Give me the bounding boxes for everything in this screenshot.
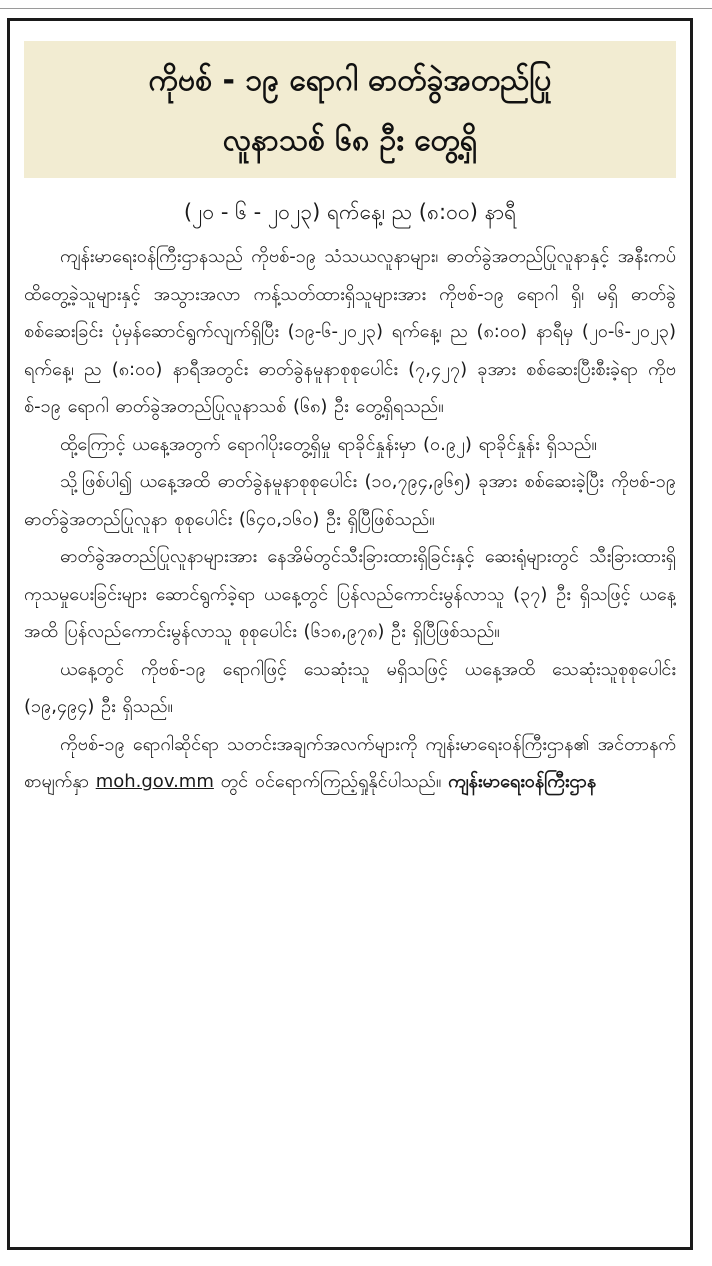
headline-line-1: ကိုဗစ် - ၁၉ ရောဂါ ဓာတ်ခွဲအတည်ပြု [148,63,552,98]
closing-text-after-link: တွင် ဝင်ရောက်ကြည့်ရှုနိုင်ပါသည်။ [220,771,442,792]
paragraph-4: ဓာတ်ခွဲအတည်ပြုလူနာများအား နေအိမ်တွင်သီးခြားထားရှိခြင်းနှင့် ဆေးရုံများတွင် သီးခြားထားရှိ ကုသမှုပေးခြင်းများ ဆောင်ရွက်ခဲ့ရာ ယနေ့တွင် ပြန်လည်ကောင်းမွန်လာသူ (၃၇) ဦး ရှိသဖြင့် ယနေ့အထိ ပြန်လည်ကောင်းမွန်လာသူ စုစုပေါင်း (၆၁၈,၉၇၈) ဦး ရှိပြီဖြစ်သည်။ [24,546,676,642]
dateline: (၂၀ - ၆ - ၂၀၂၃) ရက်နေ့၊ ည (၈:၀၀) နာရီ [183,200,517,224]
website-link[interactable]: moh.gov.mm [95,771,214,792]
article-body [24,238,676,1238]
paragraph-1: ကျန်းမာရေးဝန်ကြီးဌာနသည် ကိုဗစ်-၁၉ သံသယလူနာများ၊ ဓာတ်ခွဲအတည်ပြုလူနာနှင့် အနီးကပ်ထိတွေ့ခဲ့သူများနှင့် အသွားအလာ ကန့်သတ်ထားရှိသူများအား ကိုဗစ်-၁၉ ရောဂါ ရှိ၊ မရှိ ဓာတ်ခွဲစစ်ဆေးခြင်း ပုံမှန်ဆောင်ရွက်လျက်ရှိပြီး (၁၉-၆-၂၀၂၃) ရက်နေ့၊ ည (၈:၀၀) နာရီမှ (၂၀-၆-၂၀၂၃) ရက်နေ့၊ ည (၈:၀၀) နာရီအတွင်း ဓာတ်ခွဲနမူနာစုစုပေါင်း (၇,၄၂၇) ခုအား စစ်ဆေးပြီးစီးခဲ့ရာ ကိုဗစ်-၁၉ ရောဂါ ဓာတ်ခွဲအတည်ပြုလူနာသစ် (၆၈) ဦး တွေ့ရှိရသည်။ [24,246,676,417]
paragraph-3: သို့ဖြစ်ပါ၍ ယနေ့အထိ ဓာတ်ခွဲနမူနာစုစုပေါင်း (၁၀,၇၉၄,၉၆၅) ခုအား စစ်ဆေးခဲ့ပြီး ကိုဗစ်-၁၉ ဓာတ်ခွဲအတည်ပြုလူနာ စုစုပေါင်း (၆၄၀,၁၆၀) ဦး ရှိပြီဖြစ်သည်။ [24,471,676,530]
top-rule [0,8,712,9]
headline-box [24,41,676,178]
paragraph-5: ယနေ့တွင် ကိုဗစ်-၁၉ ရောဂါဖြင့် သေဆုံးသူ မရှိသဖြင့် ယနေ့အထိ သေဆုံးသူစုစုပေါင်း (၁၉,၄၉၄) ဦး ရှိသည်။ [24,658,676,717]
closing-text-before-link: ကိုဗစ်-၁၉ ရောဂါဆိုင်ရာ သတင်းအချက်အလက်များကို ကျန်းမာရေးဝန်ကြီးဌာန၏ အင်တာနက်စာမျက်နှာ [24,733,676,792]
paragraph-closing [24,726,676,801]
headline-line-2: လူနာသစ် ၆၈ ဦး တွေ့ရှိ [222,123,478,158]
signature: ကျန်းမာရေးဝန်ကြီးဌာန [448,771,597,792]
paragraph-2: ထို့ကြောင့် ယနေ့အတွက် ရောဂါပိုးတွေ့ရှိမှု ရာခိုင်နှုန်းမှာ (၀.၉၂) ရာခိုင်နှုန်း ရှိသည်။ [60,433,597,455]
